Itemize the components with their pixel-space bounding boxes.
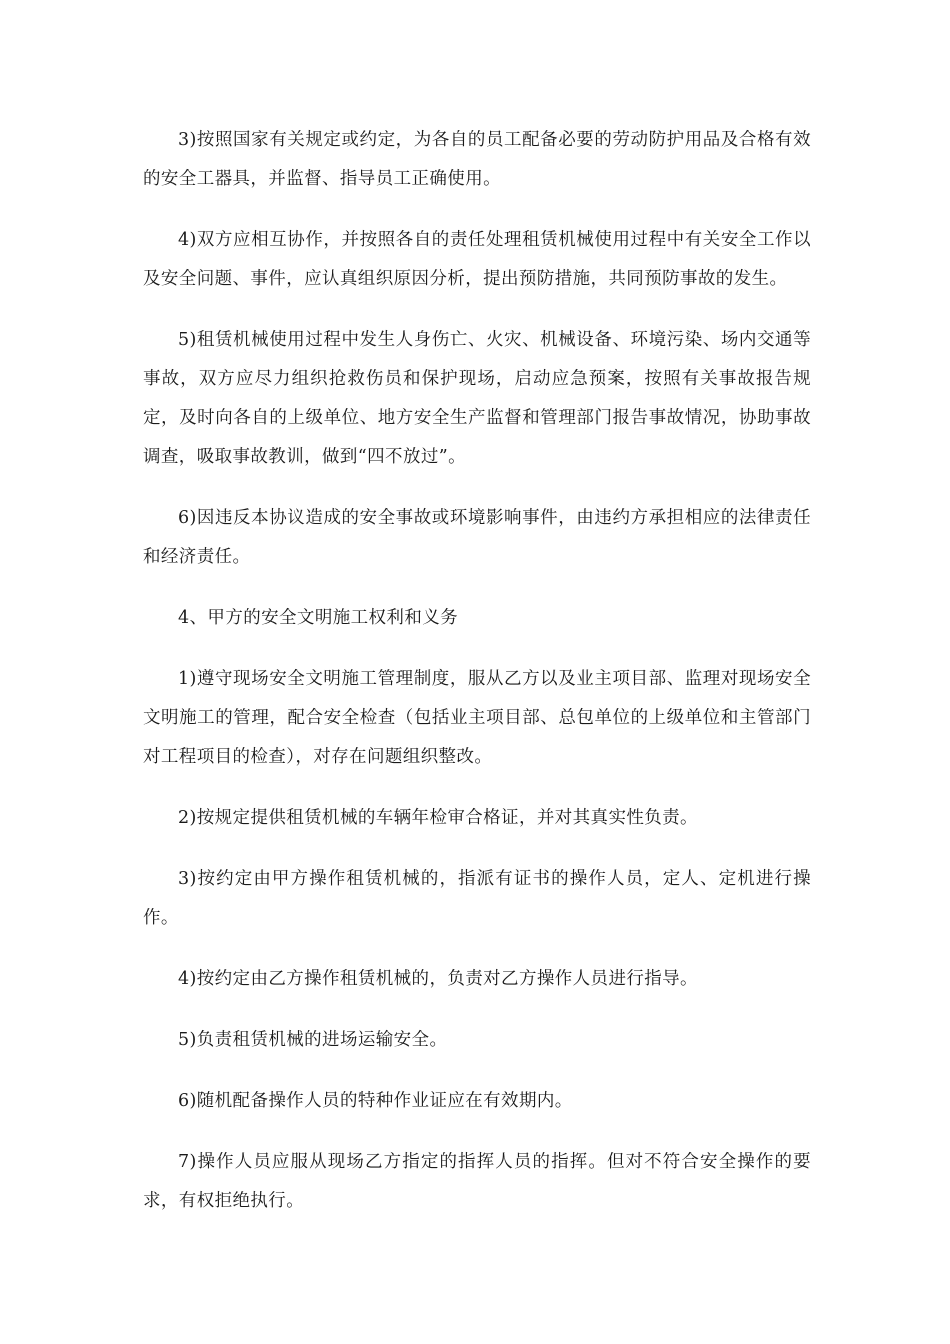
paragraph-a-clause-3-operator: 3)按约定由甲方操作租赁机械的，指派有证书的操作人员，定人、定机进行操作。 (143, 869, 811, 928)
paragraph-a-clause-6-permit: 6)随机配备操作人员的特种作业证应在有效期内。 (178, 1091, 573, 1111)
document-page (143, 121, 811, 1243)
paragraph-a-clause-5-transport: 5)负责租赁机械的进场运输安全。 (178, 1030, 448, 1050)
paragraph-a-clause-2-certificate: 2)按规定提供租赁机械的车辆年检审合格证，并对其真实性负责。 (178, 808, 698, 828)
paragraph-clause-3-ppe: 3)按照国家有关规定或约定，为各自的员工配备必要的劳动防护用品及合格有效的安全工器具，并监督、指导员工正确使用。 (143, 130, 811, 189)
paragraph-a-clause-1-compliance: 1)遵守现场安全文明施工管理制度，服从乙方以及业主项目部、监理对现场安全文明施工的管理，配合安全检查（包括业主项目部、总包单位的上级单位和主管部门对工程项目的检查），对存在问题组织整改。 (143, 669, 811, 767)
paragraph-clause-4-cooperation: 4)双方应相互协作，并按照各自的责任处理租赁机械使用过程中有关安全工作以及安全问题、事件，应认真组织原因分析，提出预防措施，共同预防事故的发生。 (143, 230, 811, 289)
paragraph-a-clause-7-command: 7)操作人员应服从现场乙方指定的指挥人员的指挥。但对不符合安全操作的要求，有权拒绝执行。 (143, 1152, 811, 1211)
section-heading-party-a-rights: 4、甲方的安全文明施工权利和义务 (178, 608, 459, 628)
paragraph-clause-5-accident: 5)租赁机械使用过程中发生人身伤亡、火灾、机械设备、环境污染、场内交通等事故，双方应尽力组织抢救伤员和保护现场，启动应急预案，按照有关事故报告规定，及时向各自的上级单位、地方安全生产监督和管理部门报告事故情况，协助事故调查，吸取事故教训，做到“四不放过”。 (143, 330, 811, 467)
paragraph-a-clause-4-guidance: 4)按约定由乙方操作租赁机械的，负责对乙方操作人员进行指导。 (178, 969, 698, 989)
paragraph-clause-6-liability: 6)因违反本协议造成的安全事故或环境影响事件，由违约方承担相应的法律责任和经济责任。 (143, 508, 811, 567)
